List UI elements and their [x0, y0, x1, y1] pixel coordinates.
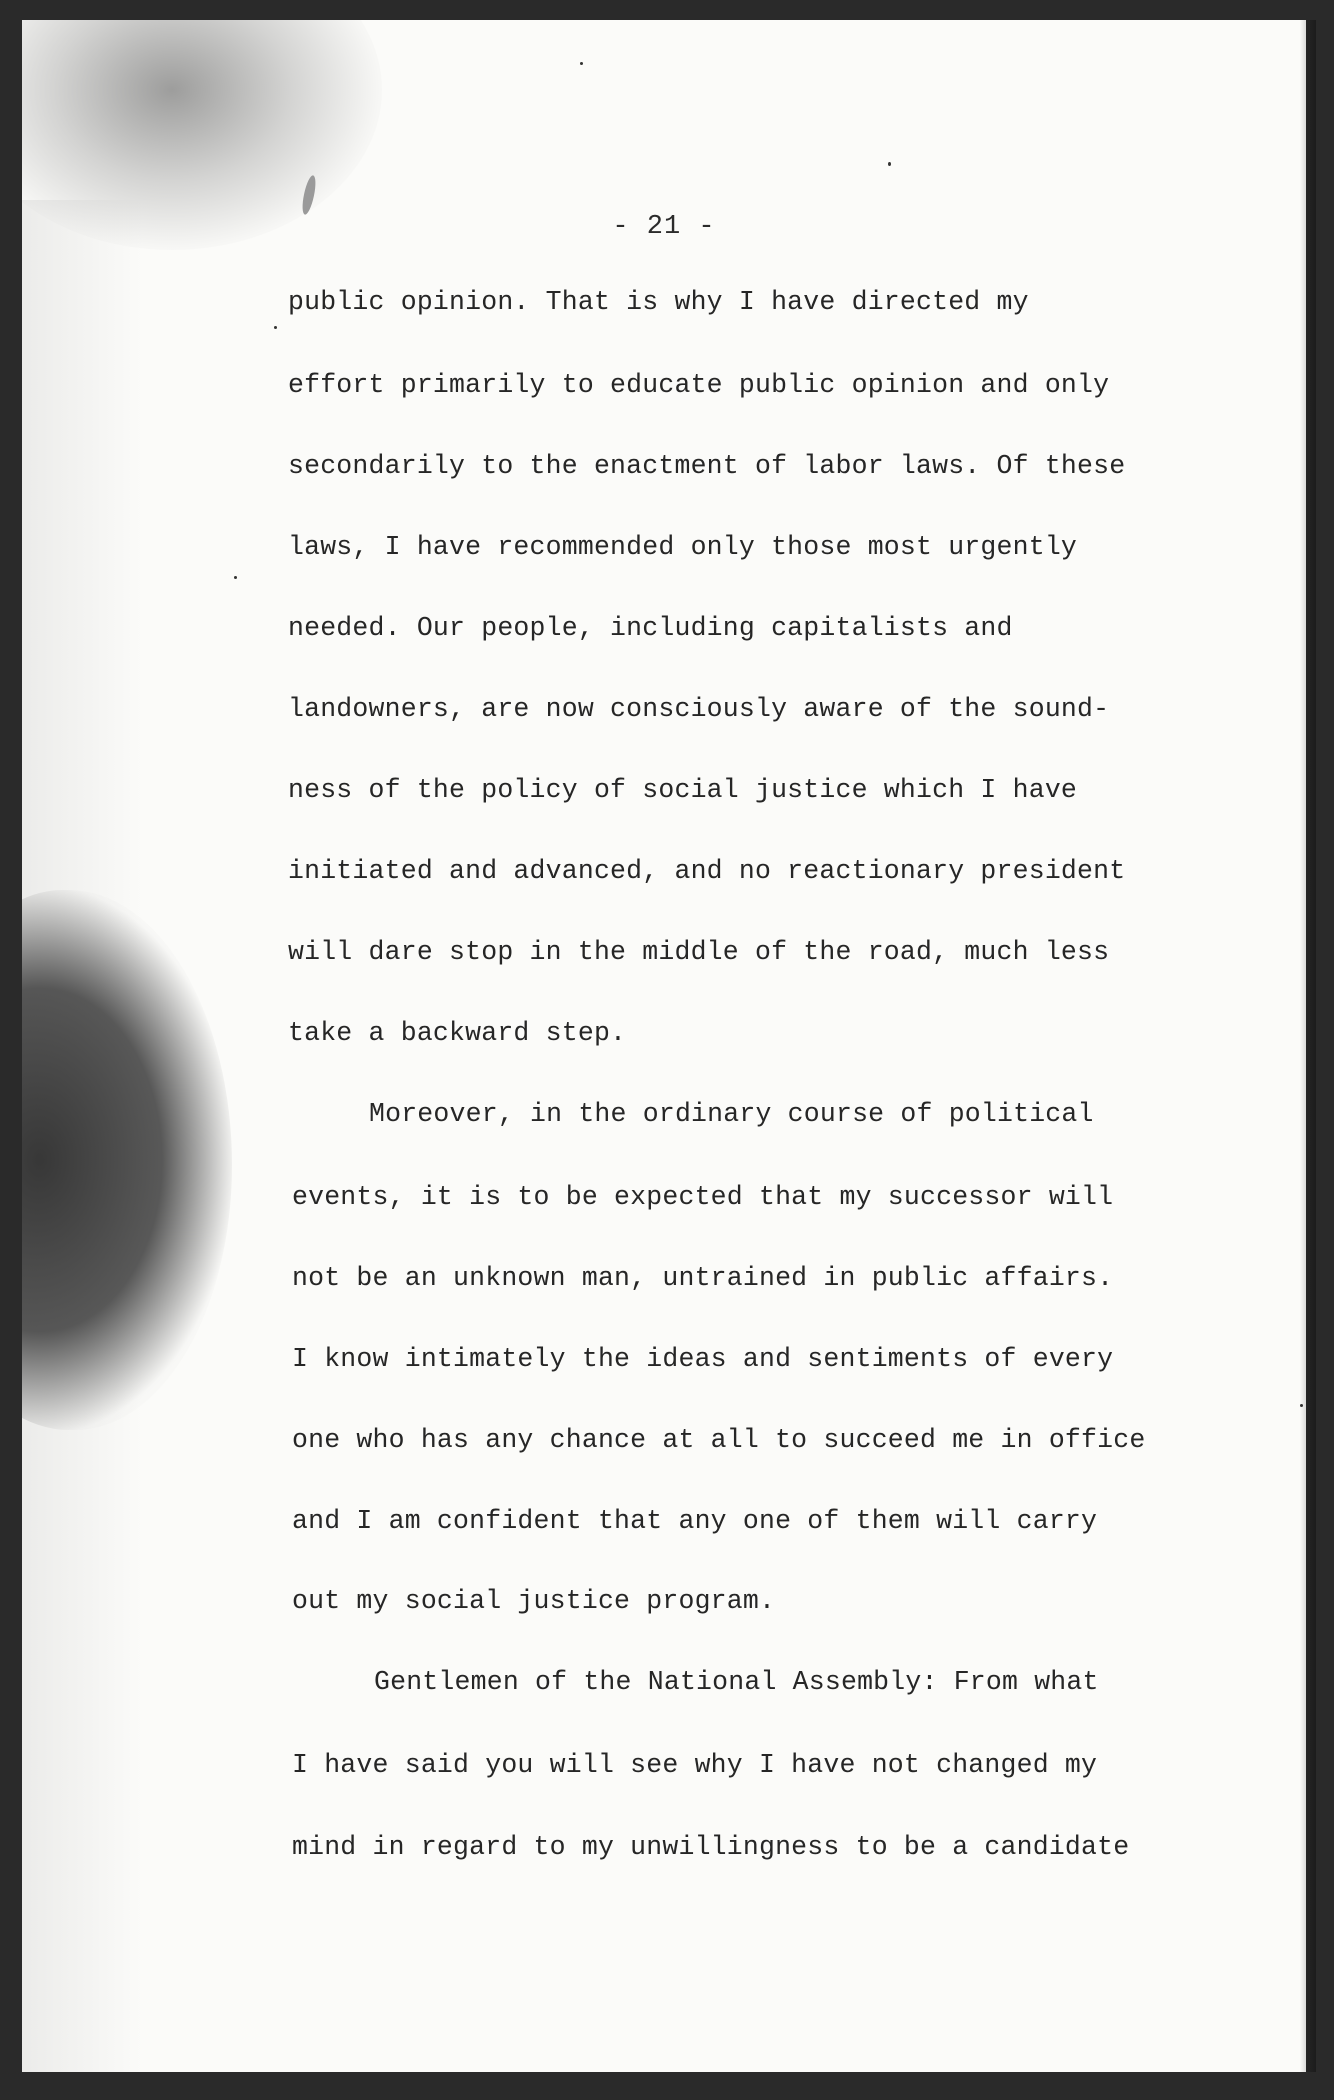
text-line: I have said you will see why I have not changed my [292, 1750, 1098, 1780]
text-line: one who has any chance at all to succeed me in office [292, 1425, 1146, 1455]
page-number: - 21 - [612, 212, 716, 242]
text-line: I know intimately the ideas and sentiments of every [292, 1344, 1114, 1374]
text-line: mind in regard to my unwillingness to be a candidate [292, 1832, 1130, 1862]
text-line: events, it is to be expected that my successor will [292, 1182, 1114, 1212]
speck [888, 162, 891, 166]
text-line: and I am confident that any one of them will carry [292, 1506, 1098, 1536]
paper-sheet [22, 20, 1306, 2072]
text-line: take a backward step. [288, 1018, 627, 1048]
text-line: initiated and advanced, and no reactionary president [288, 856, 1126, 886]
text-line: out my social justice program. [292, 1586, 776, 1616]
text-line: ness of the policy of social justice which I have [288, 775, 1078, 805]
text-line: effort primarily to educate public opinion and only [288, 370, 1110, 400]
left-ink-blot [22, 890, 232, 1430]
paragraph-start-line: Moreover, in the ordinary course of political [369, 1099, 1094, 1129]
text-line: laws, I have recommended only those most urgently [288, 532, 1078, 562]
text-line: not be an unknown man, untrained in public affairs. [292, 1263, 1114, 1293]
text-line: will dare stop in the middle of the road, much less [288, 937, 1110, 967]
text-line: landowners, are now consciously aware of the sound- [288, 694, 1110, 724]
paper-right-edge-shadow [1300, 20, 1316, 2072]
speck [580, 62, 583, 65]
paragraph-start-line: Gentlemen of the National Assembly: From what [374, 1667, 1099, 1697]
speck [234, 576, 237, 579]
text-line: needed. Our people, including capitalists and [288, 613, 1013, 643]
text-line: secondarily to the enactment of labor laws. Of these [288, 451, 1126, 481]
text-line: public opinion. That is why I have directed my [288, 287, 1029, 317]
speck [274, 326, 277, 329]
